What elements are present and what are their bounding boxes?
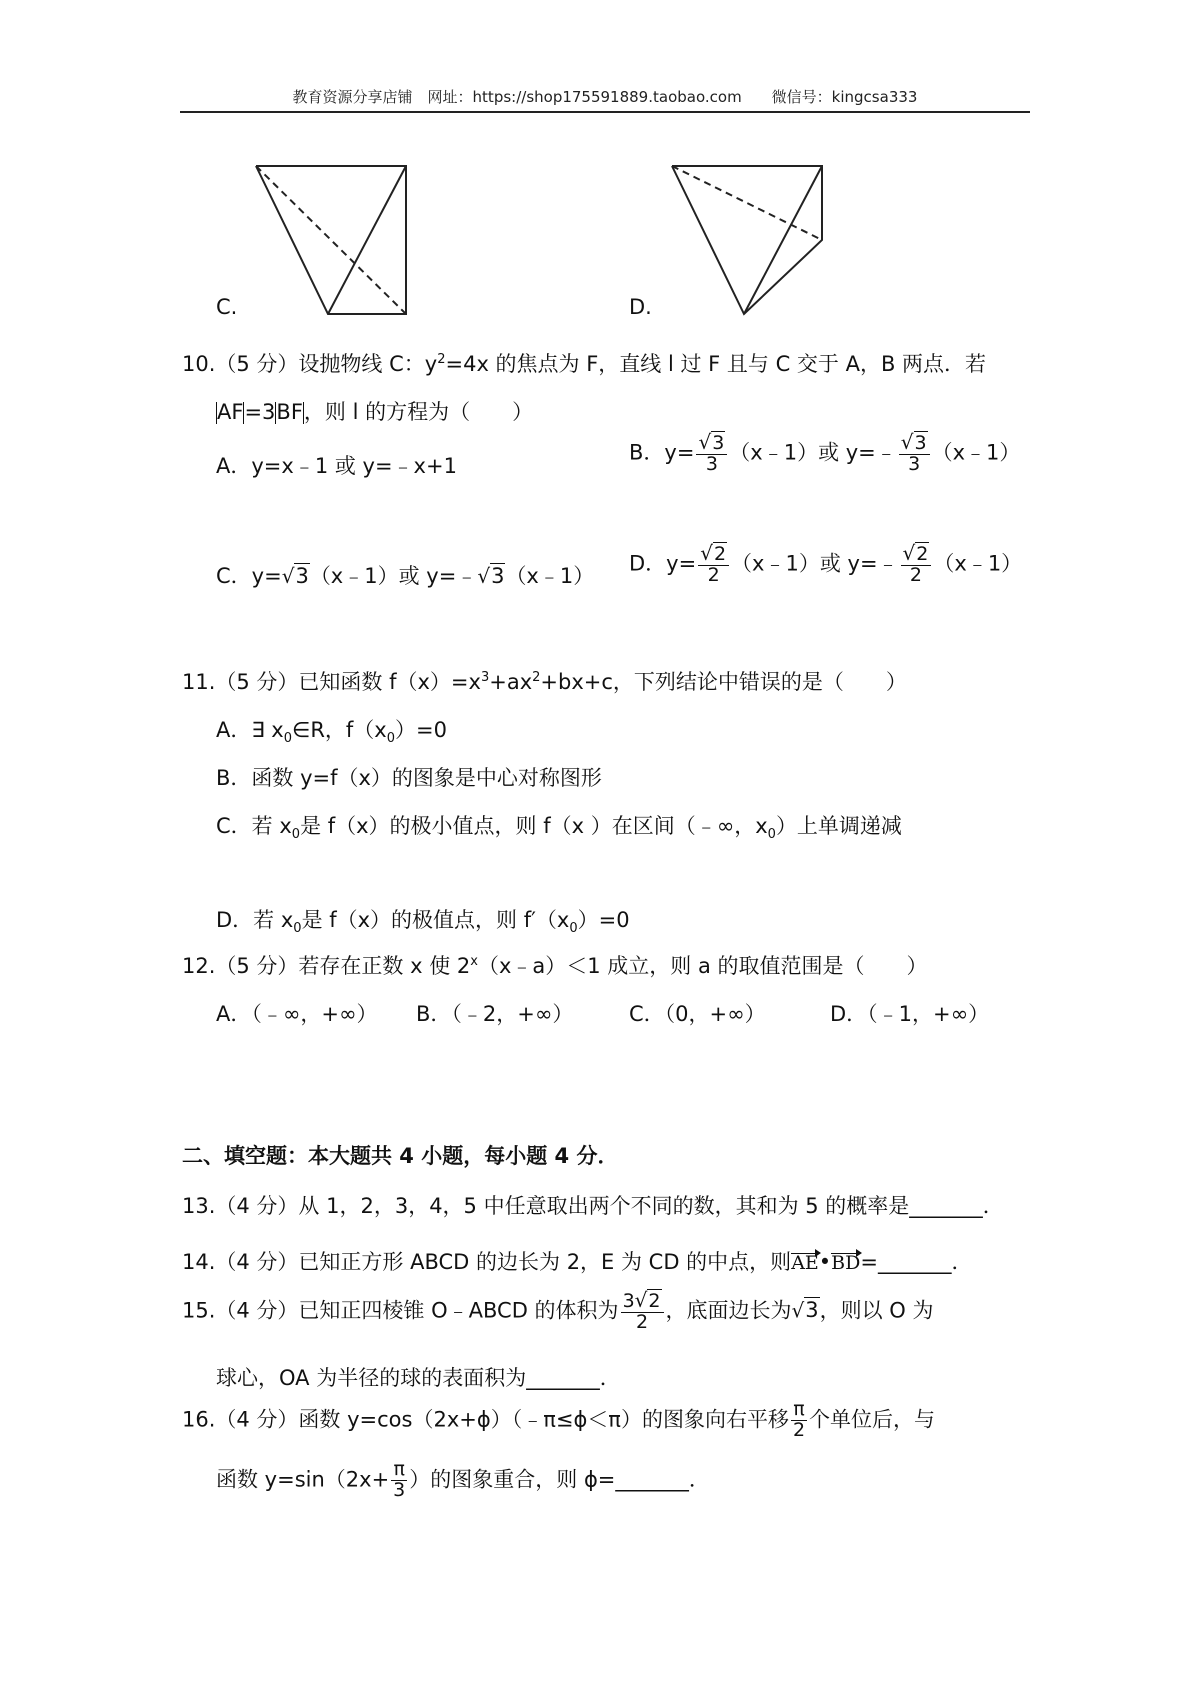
q15-line1: 15.（4 分）已知正四棱锥 O﹣ABCD 的体积为 $\frac{3√2}{2}$ ，底面边长为√3，则以 O 为 [182,1288,934,1333]
vector-ae: AE [791,1252,819,1274]
q12-stem-a: 12.（5 分）若存在正数 x 使 2 [182,954,471,978]
q10-d-mid: （x﹣1）或 y=﹣ [731,551,899,576]
figure-c-label: C. [216,295,238,319]
vector-bd: BD [831,1252,861,1274]
radicand: 3 [805,1298,819,1323]
q10-d-end: （x﹣1） [933,551,1023,576]
denominator: 2 [707,563,720,586]
dot-operator: • [818,1250,832,1274]
q12-option-b: B．（﹣2，+∞） [416,1002,574,1026]
q11-c-mid: 是 f（x）的极小值点，则 f（x ）在区间（﹣∞，x [300,814,768,838]
section-title: 二、填空题：本大题共 4 小题，每小题 4 分． [182,1144,619,1168]
q16-post: 个单位后，与 [809,1407,936,1432]
sub-0: 0 [386,731,396,747]
q10-option-b [629,432,1020,475]
q15-post: ，则以 O 为 [819,1298,934,1323]
radicand: 2 [648,1290,661,1312]
q11-a-pre: A．∃ x [216,718,284,742]
radicand: 2 [916,543,929,565]
q16-line2-post: ）的图象重合，则 ϕ=_______． [409,1467,710,1492]
q14 [182,1246,972,1276]
q10-d-pre: D．y= [629,551,697,576]
q13: 13.（4 分）从 1，2，3，4，5 中任意取出两个不同的数，其和为 5 的概率是_______． [182,1194,1004,1218]
q10-b-pre: B．y= [629,440,695,465]
q10-c-end: （x﹣1） [505,564,595,588]
q12-stem-b: （x﹣a）＜1 成立，则 a 的取值范围是（ ） [477,954,928,978]
coefficient: 3 [622,1290,635,1312]
q10-stem-line1 [182,348,986,378]
radicand: 3 [914,432,927,454]
denominator: 3 [705,452,718,475]
q10-stem-a: 10.（5 分）设抛物线 C：y [182,352,438,376]
q10-stem-b: =4x 的焦点为 F，直线 l 过 F 且与 C 交于 A，B 两点．若 [445,352,987,376]
radicand: 3 [295,564,309,588]
q10-b-end: （x﹣1） [931,440,1021,465]
q16-line1 [182,1400,935,1441]
q12-option-c: C．（0，+∞） [629,1002,766,1026]
q10-bf: BF [276,400,303,424]
q11-c-pre: C．若 x [216,814,292,838]
q10-sup: 2 [437,352,446,367]
q11-d-end: ）=0 [577,908,630,932]
fraction: $\frac{√3}{3}$ [899,432,930,475]
fraction: $\frac{√2}{2}$ [698,543,729,586]
q10-af: AF [217,400,244,424]
radicand: 2 [713,543,727,565]
q14-post: =_______． [860,1250,973,1274]
q11-stem [182,666,907,696]
q10-c-mid: （x﹣1）或 y=﹣ [309,564,478,588]
q11-option-d [216,904,630,936]
numerator: π [391,1460,407,1481]
q11-stem-a: 11.（5 分）已知函数 f（x）=x [182,670,481,694]
q11-stem-c: +bx+c，下列结论中错误的是（ ） [540,670,907,694]
q10-eq3: =3 [244,400,276,424]
q11-d-pre: D．若 x [216,908,294,932]
page-header: 教育资源分享店铺 网址：https://shop175591889.taobao.com 微信号：kingcsa333 [292,88,918,106]
q11-c-end: ）上单调递减 [775,814,902,838]
q10-option-d [629,543,1022,586]
q11-option-a [216,714,447,746]
q16-line2-pre: 函数 y=sin（2x+ [216,1467,390,1492]
q11-option-c [216,810,902,842]
radicand: 3 [491,564,505,588]
q12-option-a: A．（﹣∞，+∞） [216,1002,378,1026]
q11-d-mid: 是 f（x）的极值点，则 f′（x [301,908,570,932]
fraction [791,1400,807,1441]
denominator: 2 [635,1310,649,1333]
denominator: 3 [393,1478,406,1501]
q10-c-pre: C．y= [216,564,282,588]
fraction: $\frac{√3}{3}$ [696,432,727,475]
denominator: 3 [908,452,921,475]
radicand: 3 [712,432,725,454]
sub-0: 0 [569,921,578,937]
q10-option-a: A．y=x﹣1 或 y=﹣x+1 [216,454,457,478]
sub-0: 0 [767,827,776,843]
q12-stem [182,950,928,980]
numerator: π [791,1400,807,1421]
fraction: $\frac{3√2}{2}$ [621,1290,664,1333]
q10-stem-line2 [216,396,533,426]
q10-b-mid: （x﹣1）或 y=﹣ [729,440,897,465]
q16-line2 [216,1460,710,1501]
fraction [391,1460,407,1501]
figure-d-label: D. [629,295,652,319]
q15-line2: 球心，OA 为半径的球的表面积为_______． [216,1366,621,1390]
denominator: 2 [909,563,923,586]
q15-mid: ，底面边长为 [665,1298,792,1323]
q16-pre: 16.（4 分）函数 y=cos（2x+ϕ）（﹣π≤ϕ＜π）的图象向右平移 [182,1407,789,1432]
sub-0: 0 [291,827,301,843]
figure-c-view [250,160,420,320]
sub-0: 0 [283,731,293,747]
q15-pre: 15.（4 分）已知正四棱锥 O﹣ABCD 的体积为 [182,1298,619,1323]
fraction: $\frac{√2}{2}$ [901,543,932,586]
figure-d-view [666,160,836,320]
q11-sup2: 2 [532,670,541,685]
q12-option-d: D．（﹣1，+∞） [830,1002,990,1026]
q14-pre: 14.（4 分）已知正方形 ABCD 的边长为 2，E 为 CD 的中点，则 [182,1250,792,1274]
q12-sup-x: x [470,954,478,969]
q10-stem-end: ，则 l 的方程为（ ） [303,400,534,424]
denominator: 2 [792,1418,806,1441]
q11-a-end: ）=0 [395,718,447,742]
q10-option-c: C．y=√3（x﹣1）或 y=﹣√3（x﹣1） [216,564,595,588]
q11-stem-b: +ax [489,670,533,694]
sub-0: 0 [293,921,302,937]
header-divider [180,111,1030,113]
q11-sup3: 3 [480,670,490,685]
q11-a-mid: ∈R，f（x [292,718,387,742]
q11-option-b: B．函数 y=f（x）的图象是中心对称图形 [216,766,602,790]
